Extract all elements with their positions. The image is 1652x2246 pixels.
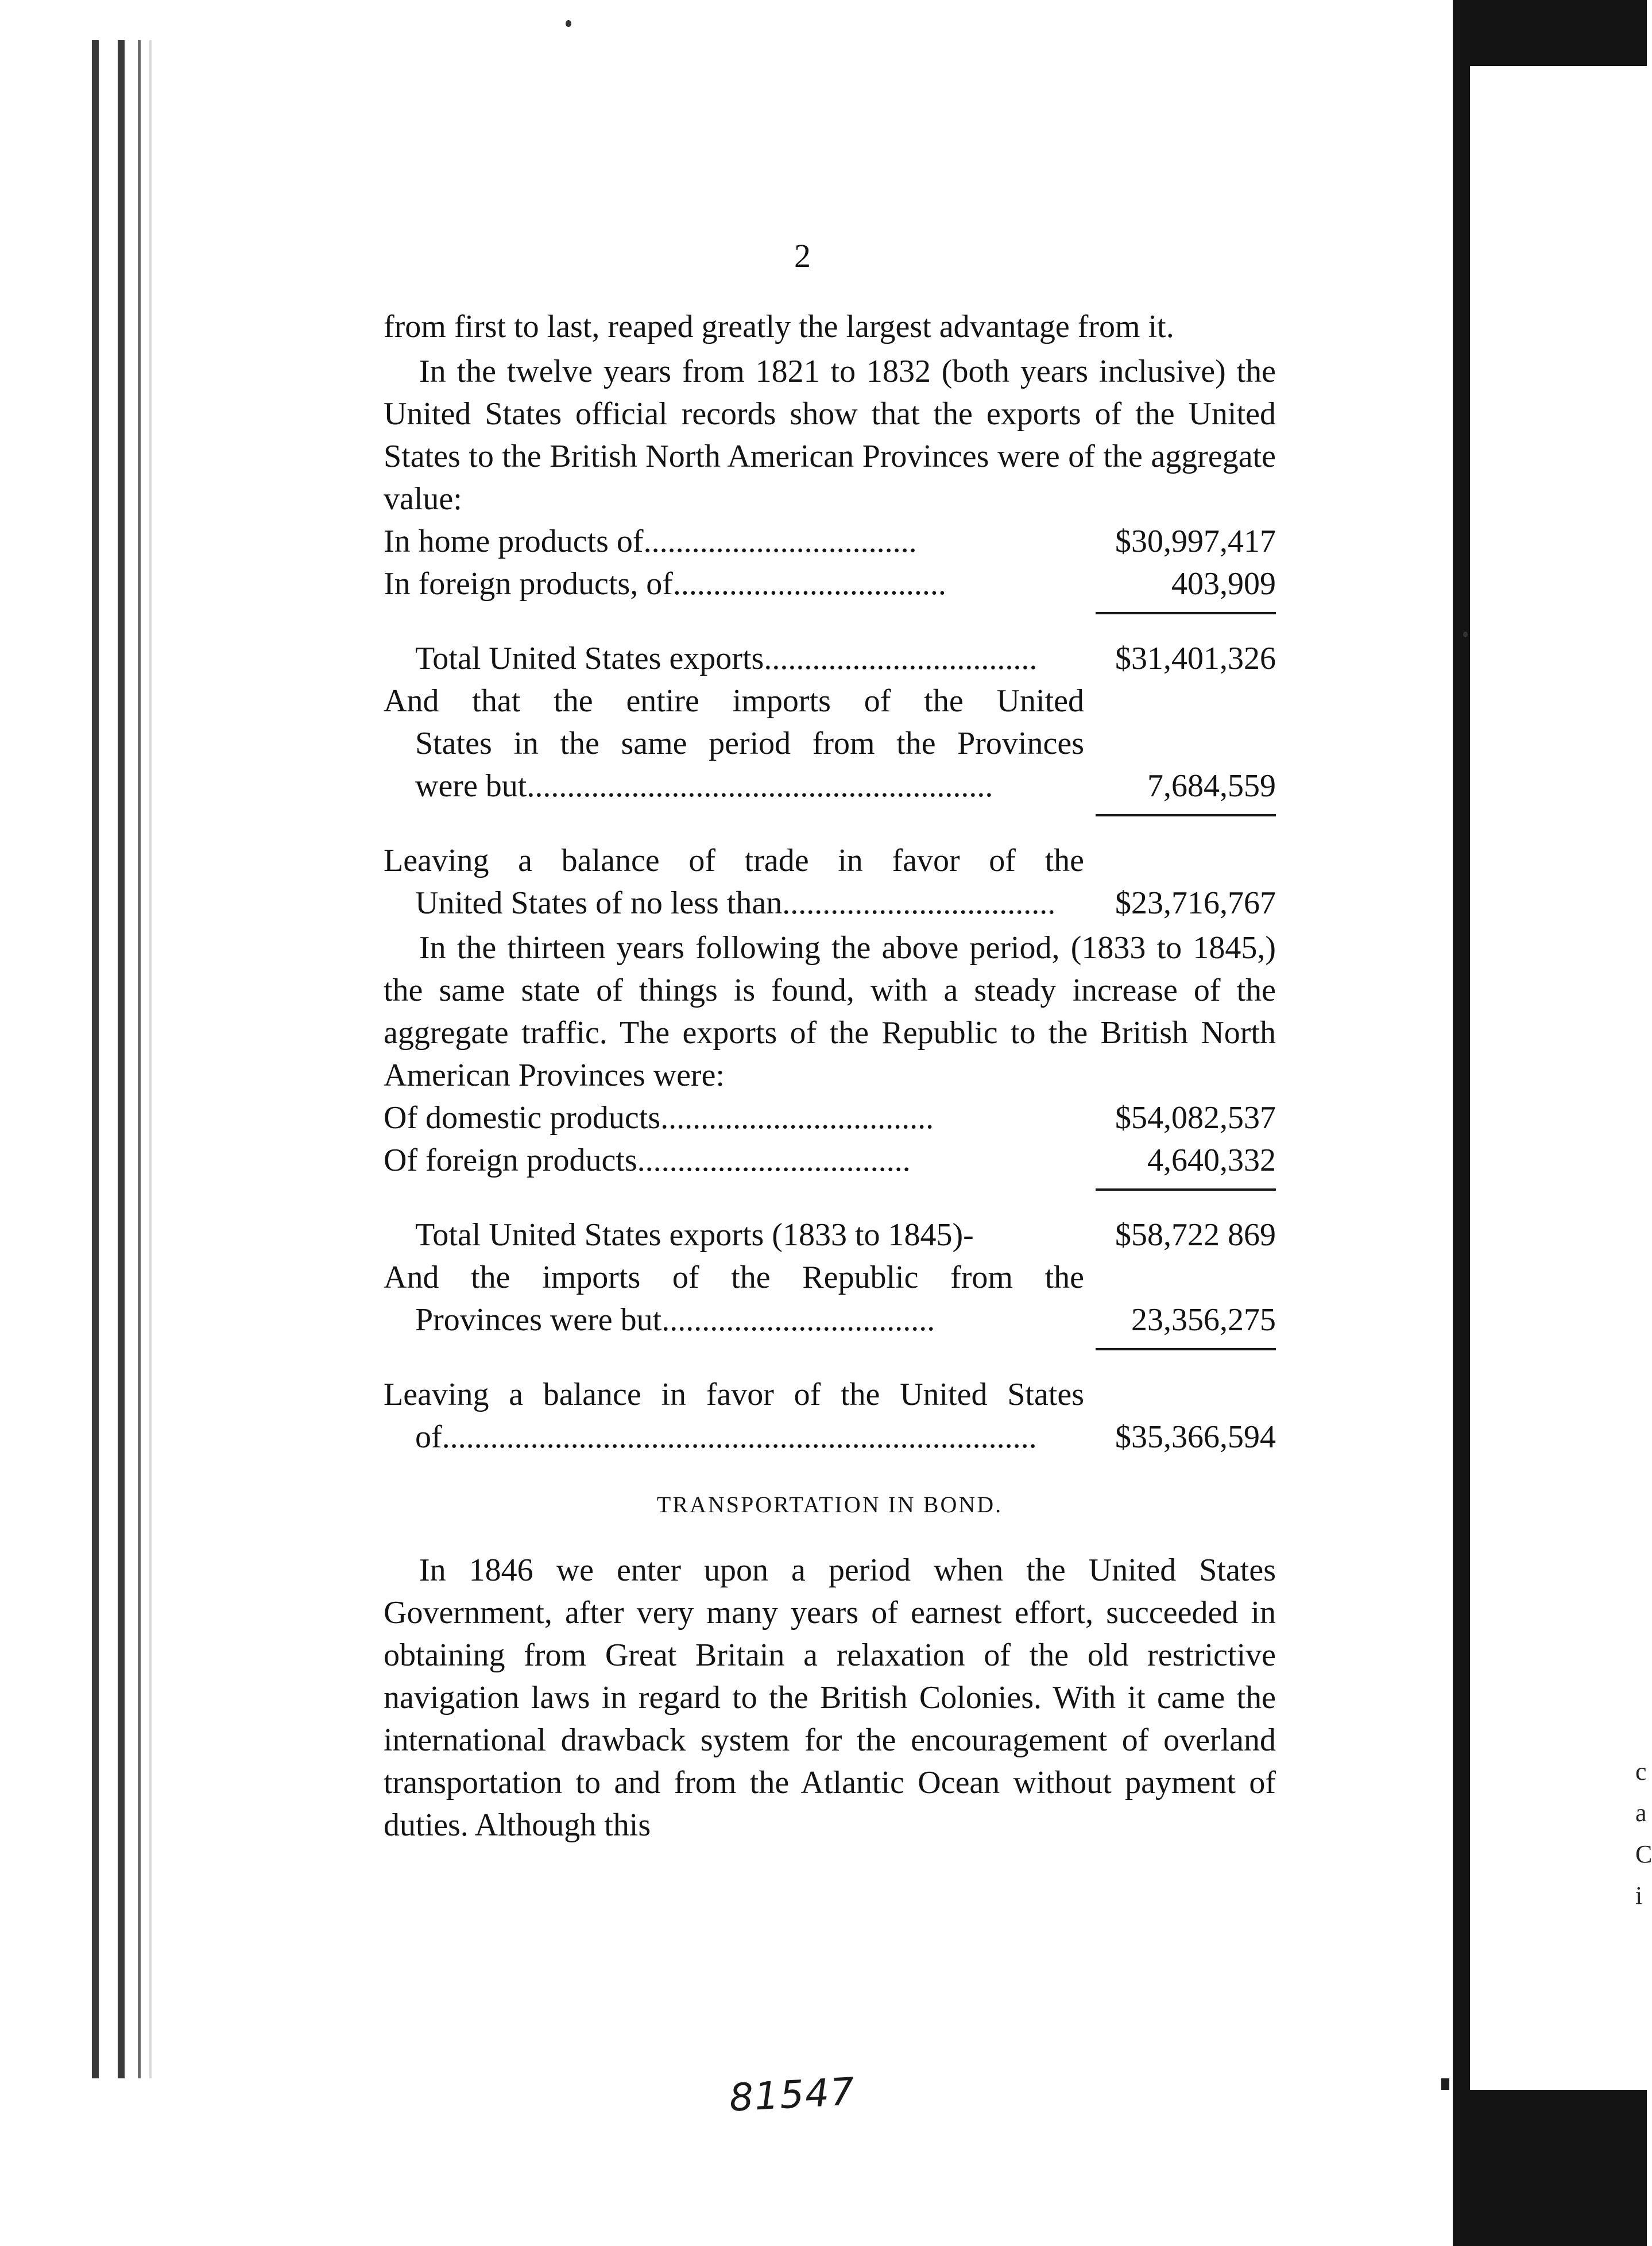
scan-speck <box>1463 632 1468 637</box>
ledger-amount: $35,366,594 <box>1115 1419 1276 1455</box>
next-page-letter: c <box>1635 1757 1647 1786</box>
ledger-row-balance <box>384 839 1276 882</box>
ledger-row-foreign-products <box>384 1139 1276 1182</box>
scan-edge-line <box>138 40 141 2078</box>
ledger-row-balance-total <box>384 882 1276 924</box>
ledger-label: Leaving a balance of trade in favor of the <box>384 843 1084 878</box>
paragraph-exports-1821-1832: In the twelve years from 1821 to 1832 (both years inclusive) the United States official records show that the exports of the United States to the British North American Provinces were of the aggregate value: <box>384 354 1276 517</box>
ledger-1833-1845 <box>384 1097 1276 1458</box>
ledger-label: were but.......................................................... <box>415 768 993 804</box>
next-page-letter: C <box>1635 1840 1652 1868</box>
ledger-row-imports <box>384 680 1276 765</box>
ledger-amount: 23,356,275 <box>1131 1302 1276 1338</box>
ledger-amount: $58,722 869 <box>1115 1217 1276 1253</box>
scan-speck <box>566 20 571 27</box>
ledger-amount: 4,640,332 <box>1147 1143 1276 1178</box>
ledger-1821-1832 <box>384 520 1276 924</box>
ledger-amount: $23,716,767 <box>1115 885 1276 921</box>
scan-edge-line <box>118 40 125 2078</box>
ledger-amount: $31,401,326 <box>1115 641 1276 676</box>
paragraph-exports-1833-1845: In the thirteen years following the above period, (1833 to 1845,) the same state of things is found, with a steady increase of the aggregate traffic. The exports of the Republic to the British North American Provinces were: <box>384 930 1276 1093</box>
ledger-label: Provinces were but.................................. <box>415 1302 935 1338</box>
ledger-rule <box>384 1348 1276 1350</box>
ledger-label: Of domestic products.................................. <box>384 1100 934 1136</box>
ledger-amount: $54,082,537 <box>1115 1100 1276 1136</box>
ledger-row-domestic-products <box>384 1097 1276 1139</box>
ledger-rule <box>384 612 1276 614</box>
ledger-amount: 7,684,559 <box>1147 768 1276 804</box>
next-page-sliver <box>1470 66 1647 2090</box>
text-block <box>384 305 1276 1846</box>
ledger-amount: 403,909 <box>1171 566 1276 602</box>
ledger-label: And that the entire imports of the United States in the same period from the Provinces <box>384 683 1084 761</box>
ledger-row-imports-total <box>384 1299 1276 1341</box>
scan-left-margin <box>0 0 72 2246</box>
ledger-row-imports-total <box>384 765 1276 807</box>
ledger-row-imports <box>384 1256 1276 1299</box>
ledger-amount: $30,997,417 <box>1115 524 1276 559</box>
ledger-label: Total United States exports (1833 to 1845)- <box>415 1217 974 1253</box>
ledger-row-foreign-products <box>384 563 1276 605</box>
handwritten-stamp: 81547 <box>728 2069 857 2120</box>
ledger-label: Of foreign products.................................. <box>384 1143 911 1178</box>
next-page-letters <box>1635 1751 1652 1916</box>
ledger-row-total-exports <box>384 637 1276 680</box>
ledger-row-total-exports <box>384 1214 1276 1256</box>
page-number: 2 <box>794 237 811 274</box>
ledger-row-balance <box>384 1373 1276 1416</box>
ledger-label: United States of no less than.................................. <box>415 885 1056 921</box>
ledger-rule <box>384 1188 1276 1191</box>
next-page-letter: i <box>1635 1881 1643 1910</box>
ledger-label: In home products of.................................. <box>384 524 917 559</box>
section-heading: TRANSPORTATION IN BOND. <box>656 1492 1003 1517</box>
ledger-row-home-products <box>384 520 1276 563</box>
paragraph-transportation-in-bond: In 1846 we enter upon a period when the United States Government, after very many years of earnest effort, succeeded in obtaining from Great Britain a relaxation of the old restrictive navigation laws in regard to the British Colonies. With it came the international drawback system for the encouragement of overland transportation to and from the Atlantic Ocean without payment of duties. Although this <box>384 1552 1276 1843</box>
ledger-label: And the imports of the Republic from the <box>384 1260 1084 1295</box>
ledger-label: In foreign products, of.................................. <box>384 566 946 602</box>
scan-edge-line <box>92 40 99 2078</box>
next-page-letter: a <box>1635 1799 1647 1827</box>
opening-paragraph: from first to last, reaped greatly the largest advantage from it. <box>384 309 1174 344</box>
ledger-row-balance-total <box>384 1416 1276 1458</box>
ledger-label: Leaving a balance in favor of the United States <box>384 1377 1084 1412</box>
ledger-label: of.......................................................................... <box>415 1419 1037 1455</box>
ledger-rule <box>384 814 1276 816</box>
ledger-label: Total United States exports.................................. <box>415 641 1038 676</box>
